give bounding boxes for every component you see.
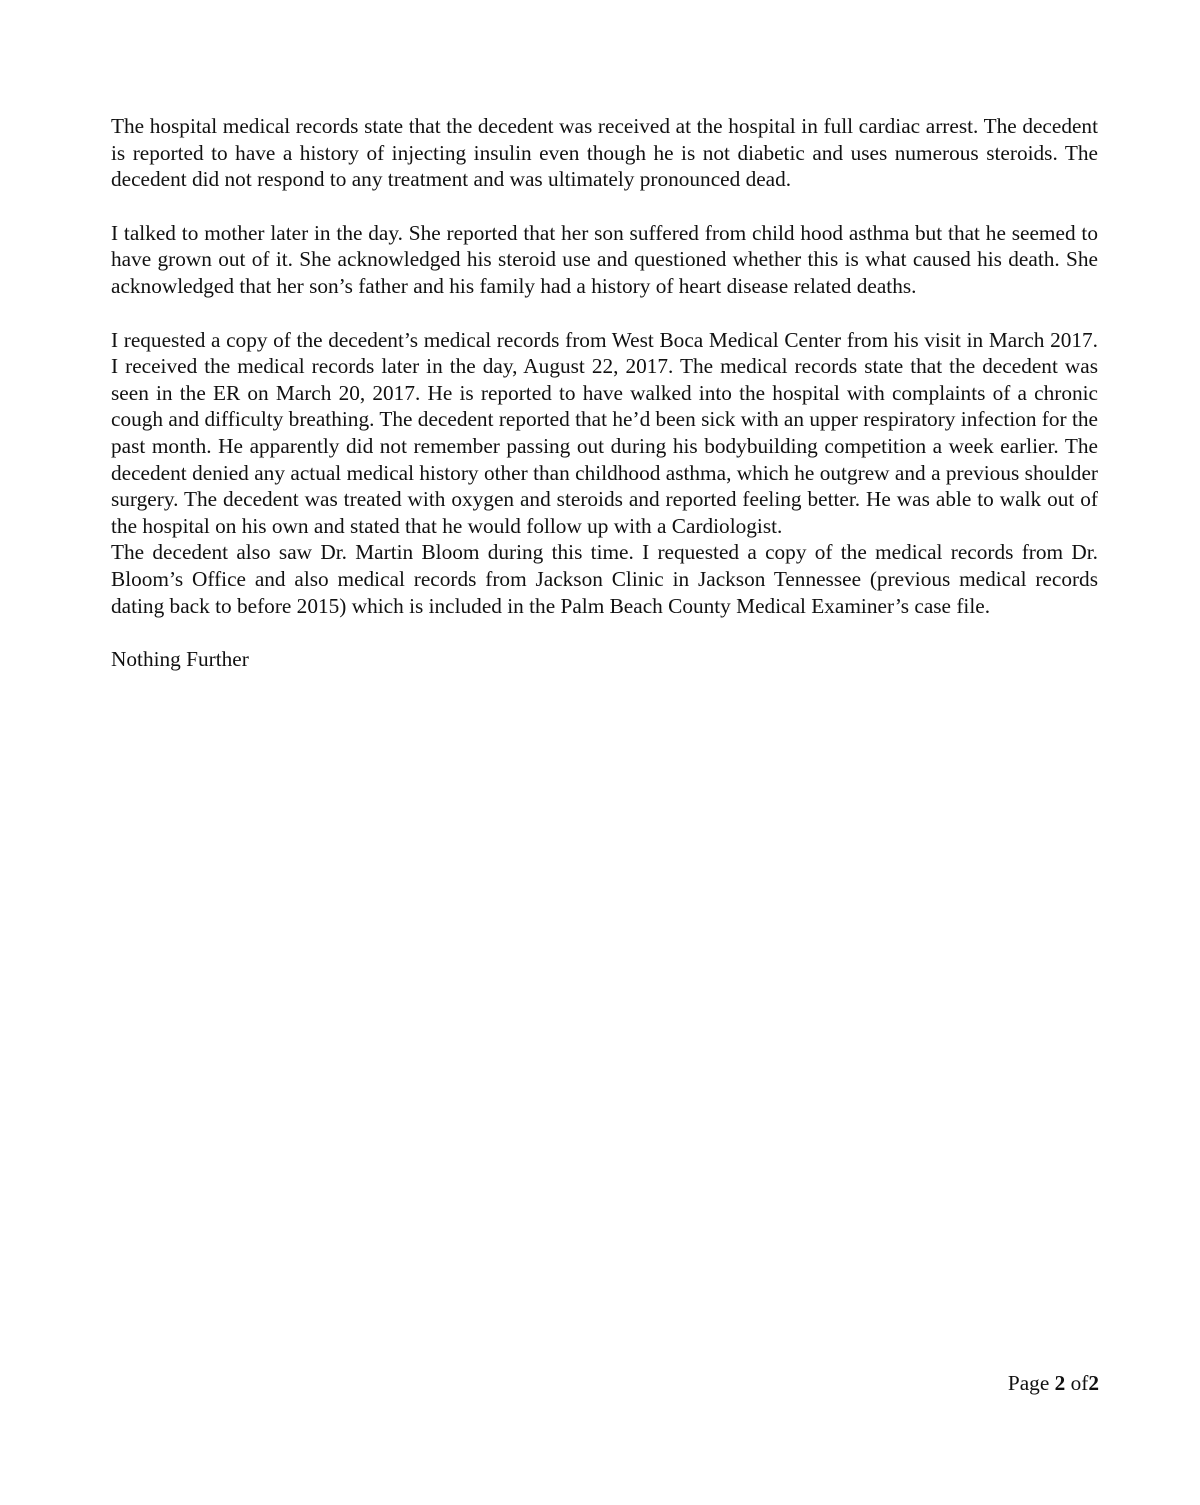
paragraph-closing: Nothing Further: [111, 647, 249, 672]
page-label: Page: [1007, 1371, 1050, 1395]
current-page-number: 2: [1054, 1371, 1066, 1395]
total-page-number: 2: [1088, 1371, 1099, 1395]
page-number: [1008, 1370, 1099, 1396]
paragraph-dr-bloom: The decedent also saw Dr. Martin Bloom during this time. I requested a copy of the medical records from Dr. Bloom’s Office and also medical records from Jackson Clinic in Jackson Tennessee (previous medical records dating back to before 2015) which is included in the Palm Beach County Medical Examiner’s case file.: [111, 540, 1098, 618]
document-body: [111, 113, 1098, 673]
of-label: of: [1070, 1371, 1089, 1395]
paragraph-hospital-records: The hospital medical records state that the decedent was received at the hospital in full cardiac arrest. The decedent is reported to have a history of injecting insulin even though he is not diabetic and uses numerous steroids. The decedent did not respond to any treatment and was ultimately pronounced dead.: [111, 114, 1098, 192]
paragraph-mother-interview: I talked to mother later in the day. She reported that her son suffered from child hood asthma but that he seemed to have grown out of it. She acknowledged his steroid use and questioned whether this is what caused his death. She acknowledged that her son’s father and his family had a history of heart disease related deaths.: [111, 220, 1098, 298]
paragraph-medical-records-request: I requested a copy of the decedent’s medical records from West Boca Medical Center from his visit in March 2017. I received the medical records later in the day, August 22, 2017. The medical records state that the decedent was seen in the ER on March 20, 2017. He is reported to have walked into the hospital with complaints of a chronic cough and difficulty breathing. The decedent reported that he’d been sick with an upper respiratory infection for the past month. He apparently did not remember passing out during his bodybuilding competition a week earlier. The decedent denied any actual medical history other than childhood asthma, which he outgrew and a previous shoulder surgery. The decedent was treated with oxygen and steroids and reported feeling better. He was able to walk out of the hospital on his own and stated that he would follow up with a Cardiologist.: [111, 327, 1098, 538]
